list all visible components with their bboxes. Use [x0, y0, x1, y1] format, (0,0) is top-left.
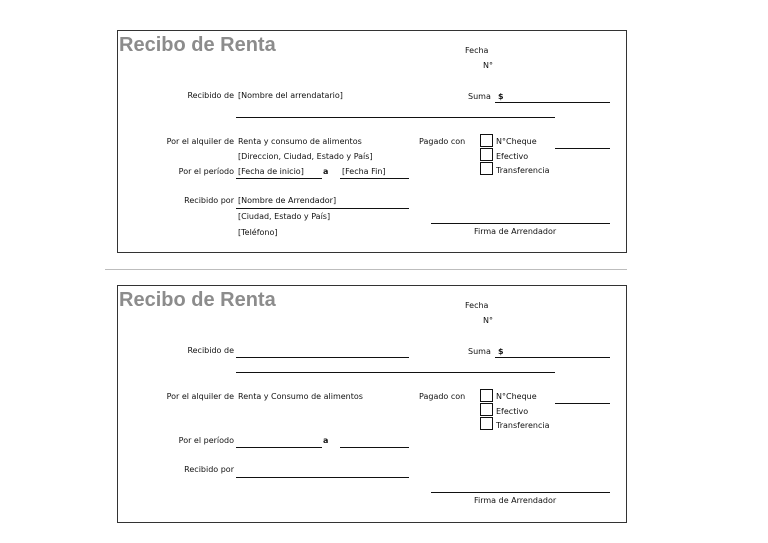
end-date-line[interactable] [340, 447, 409, 448]
numero-label: N° [483, 61, 493, 70]
cheque-checkbox[interactable] [480, 134, 493, 147]
currency-symbol: $ [498, 347, 504, 356]
receipt-title: Recibo de Renta [119, 289, 276, 311]
fecha-label: Fecha [465, 301, 489, 310]
landlord-name-field[interactable]: [Nombre de Arrendador] [238, 196, 337, 205]
por-alquiler-label: Por el alquiler de [166, 137, 234, 146]
cheque-option: N°Cheque [496, 392, 537, 401]
rental-concept-field[interactable]: Renta y consumo de alimentos [238, 137, 362, 146]
a-label: a [323, 167, 329, 176]
amount-words-line[interactable] [236, 372, 555, 373]
landlord-name-line [236, 208, 409, 209]
tenant-name-line[interactable] [236, 357, 409, 358]
end-date-line [340, 178, 409, 179]
efectivo-checkbox[interactable] [480, 403, 493, 416]
currency-symbol: $ [498, 92, 504, 101]
suma-label: Suma [468, 92, 491, 101]
cheque-option: N°Cheque [496, 137, 537, 146]
recibido-por-label: Recibido por [184, 196, 234, 205]
rent-receipt-blank [117, 285, 627, 523]
por-alquiler-label: Por el alquiler de [166, 392, 234, 401]
cheque-checkbox[interactable] [480, 389, 493, 402]
page-divider [105, 269, 627, 270]
end-date-field[interactable]: [Fecha Fin] [342, 167, 386, 176]
firma-label: Firma de Arrendador [474, 496, 557, 505]
start-date-line [236, 178, 322, 179]
tenant-name-field[interactable]: [Nombre del arrendatario] [238, 91, 343, 100]
cheque-number-line[interactable] [555, 148, 610, 149]
a-label: a [323, 436, 329, 445]
periodo-label: Por el período [178, 436, 234, 445]
cheque-number-line[interactable] [555, 403, 610, 404]
signature-line[interactable] [431, 492, 610, 493]
transferencia-checkbox[interactable] [480, 162, 493, 175]
start-date-line[interactable] [236, 447, 322, 448]
suma-input-line[interactable] [495, 357, 610, 358]
address-field[interactable]: [Direccion, Ciudad, Estado y País] [238, 152, 373, 161]
recibido-por-label: Recibido por [184, 465, 234, 474]
start-date-field[interactable]: [Fecha de inicio] [238, 167, 304, 176]
rent-receipt-filled [117, 30, 627, 253]
transferencia-option: Transferencia [496, 166, 550, 175]
fecha-label: Fecha [465, 46, 489, 55]
firma-label: Firma de Arrendador [474, 227, 557, 236]
suma-label: Suma [468, 347, 491, 356]
recibido-de-label: Recibido de [187, 91, 234, 100]
receipt-title: Recibo de Renta [119, 34, 276, 56]
signature-line[interactable] [431, 223, 610, 224]
numero-label: N° [483, 316, 493, 325]
efectivo-option: Efectivo [496, 407, 529, 416]
landlord-phone-field[interactable]: [Teléfono] [238, 228, 278, 237]
landlord-name-line[interactable] [236, 477, 409, 478]
rental-concept-field[interactable]: Renta y Consumo de alimentos [238, 392, 363, 401]
recibido-de-label: Recibido de [187, 346, 234, 355]
efectivo-checkbox[interactable] [480, 148, 493, 161]
pagado-con-label: Pagado con [419, 137, 466, 146]
transferencia-option: Transferencia [496, 421, 550, 430]
efectivo-option: Efectivo [496, 152, 529, 161]
suma-input-line[interactable] [495, 102, 610, 103]
pagado-con-label: Pagado con [419, 392, 466, 401]
amount-words-line[interactable] [236, 117, 555, 118]
landlord-city-field[interactable]: [Ciudad, Estado y País] [238, 212, 331, 221]
periodo-label: Por el período [178, 167, 234, 176]
transferencia-checkbox[interactable] [480, 417, 493, 430]
